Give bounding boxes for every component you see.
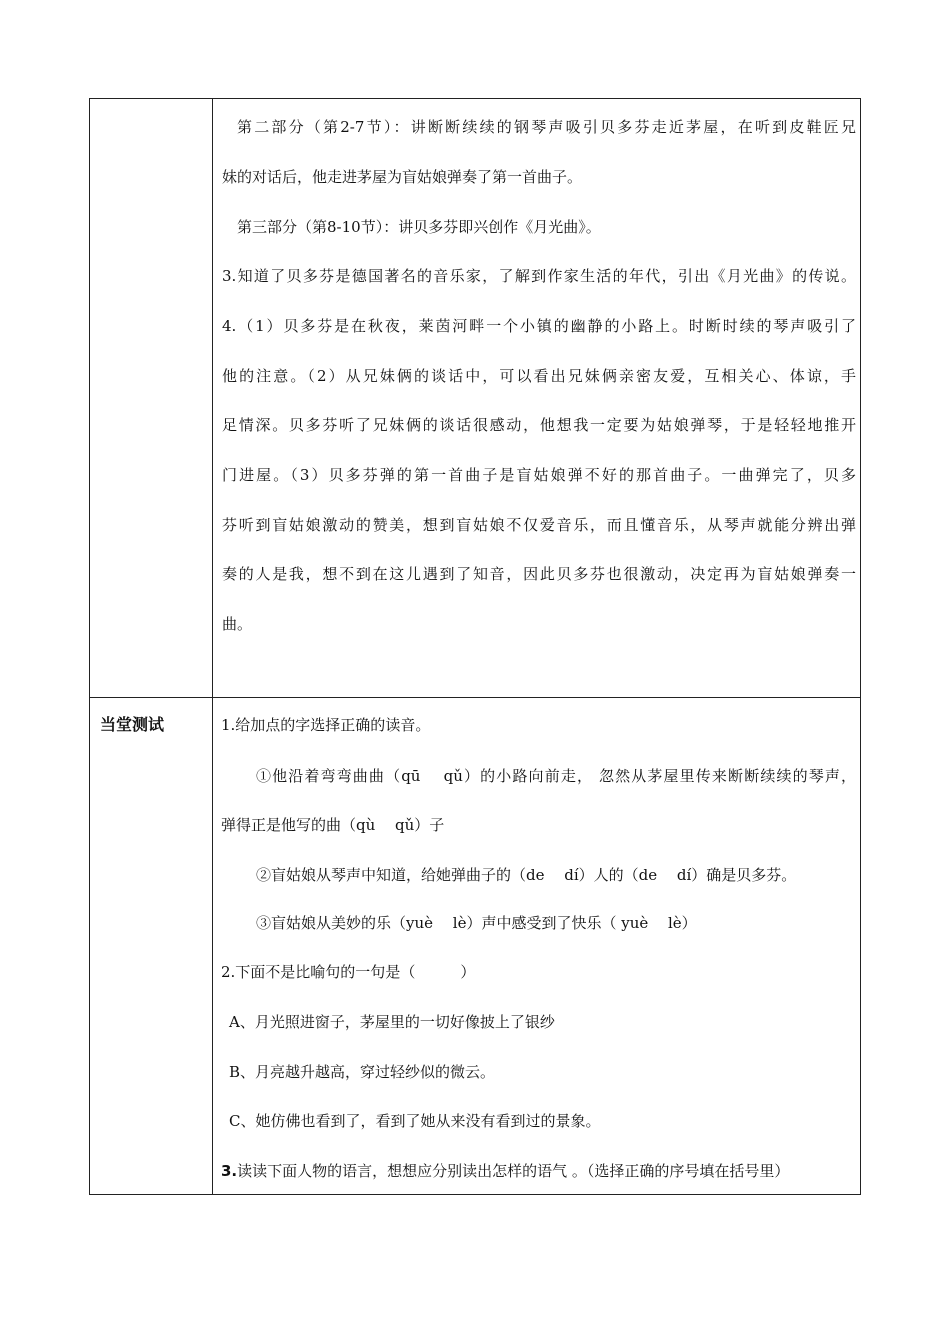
summary-line: 足情深。贝多芬听了兄妹俩的谈话很感动，他想我一定要为姑娘弹琴，于是轻轻地推开 (222, 416, 856, 434)
summary-line: 奏的人是我，想不到在这儿遇到了知音，因此贝多芬也很激动，决定再为盲姑娘弹奏一 (222, 565, 856, 583)
quiz-cell (213, 698, 860, 1194)
summary-line: 第二部分（第2-7节）：讲断断续续的钢琴声吸引贝多芬走近茅屋，在听到皮鞋匠兄 (237, 118, 856, 136)
quiz-item: ①他沿着弯弯曲曲（qū qǔ）的小路向前走， 忽然从茅屋里传来断断续续的琴声， (256, 767, 856, 785)
summary-line: 门进屋。（3）贝多芬弹的第一首曲子是盲姑娘弹不好的那首曲子。一曲弹完了，贝多 (222, 466, 856, 484)
quiz-item: ③盲姑娘从美妙的乐（yuè lè）声中感受到了快乐（ yuè lè） (256, 914, 697, 932)
section-label: 当堂测试 (100, 715, 165, 734)
lesson-summary-cell (213, 99, 860, 697)
summary-line: 4.（1）贝多芬是在秋夜，莱茵河畔一个小镇的幽静的小路上。时断时续的琴声吸引了 (222, 317, 856, 335)
question-text: 读读下面人物的语言，想想应分别读出怎样的语气 。（选择正确的序号填在括号里） (237, 1162, 790, 1180)
quiz-option-b: B、月亮越升越高，穿过轻纱似的微云。 (229, 1063, 496, 1081)
quiz-option-c: C、她仿佛也看到了，看到了她从来没有看到过的景象。 (229, 1112, 601, 1130)
quiz-question-3 (221, 1161, 860, 1181)
summary-line: 第三部分（第8-10节）：讲贝多芬即兴创作《月光曲》。 (237, 218, 601, 236)
summary-line: 曲。 (222, 615, 253, 633)
quiz-question-1: 1.给加点的字选择正确的读音。 (221, 716, 431, 734)
quiz-option-a: A、月光照进窗子，茅屋里的一切好像披上了银纱 (229, 1013, 555, 1031)
quiz-item: ②盲姑娘从琴声中知道，给她弹曲子的（de dí）人的（de dí）确是贝多芬。 (256, 866, 797, 884)
content-table (89, 98, 861, 1195)
summary-line: 他的注意。（2）从兄妹俩的谈话中，可以看出兄妹俩亲密友爱，互相关心、体谅，手 (222, 367, 856, 385)
quiz-item: 弹得正是他写的曲（qù qǔ）子 (221, 816, 445, 834)
summary-line: 妹的对话后，他走进茅屋为盲姑娘弹奏了第一首曲子。 (222, 168, 583, 186)
summary-line: 3.知道了贝多芬是德国著名的音乐家，了解到作家生活的年代，引出《月光曲》的传说。 (222, 267, 856, 285)
question-number: 3. (221, 1162, 238, 1180)
summary-line: 芬听到盲姑娘激动的赞美，想到盲姑娘不仅爱音乐，而且懂音乐，从琴声就能分辨出弹 (222, 516, 856, 534)
quiz-question-2: 2.下面不是比喻句的一句是（ ） (221, 963, 476, 981)
